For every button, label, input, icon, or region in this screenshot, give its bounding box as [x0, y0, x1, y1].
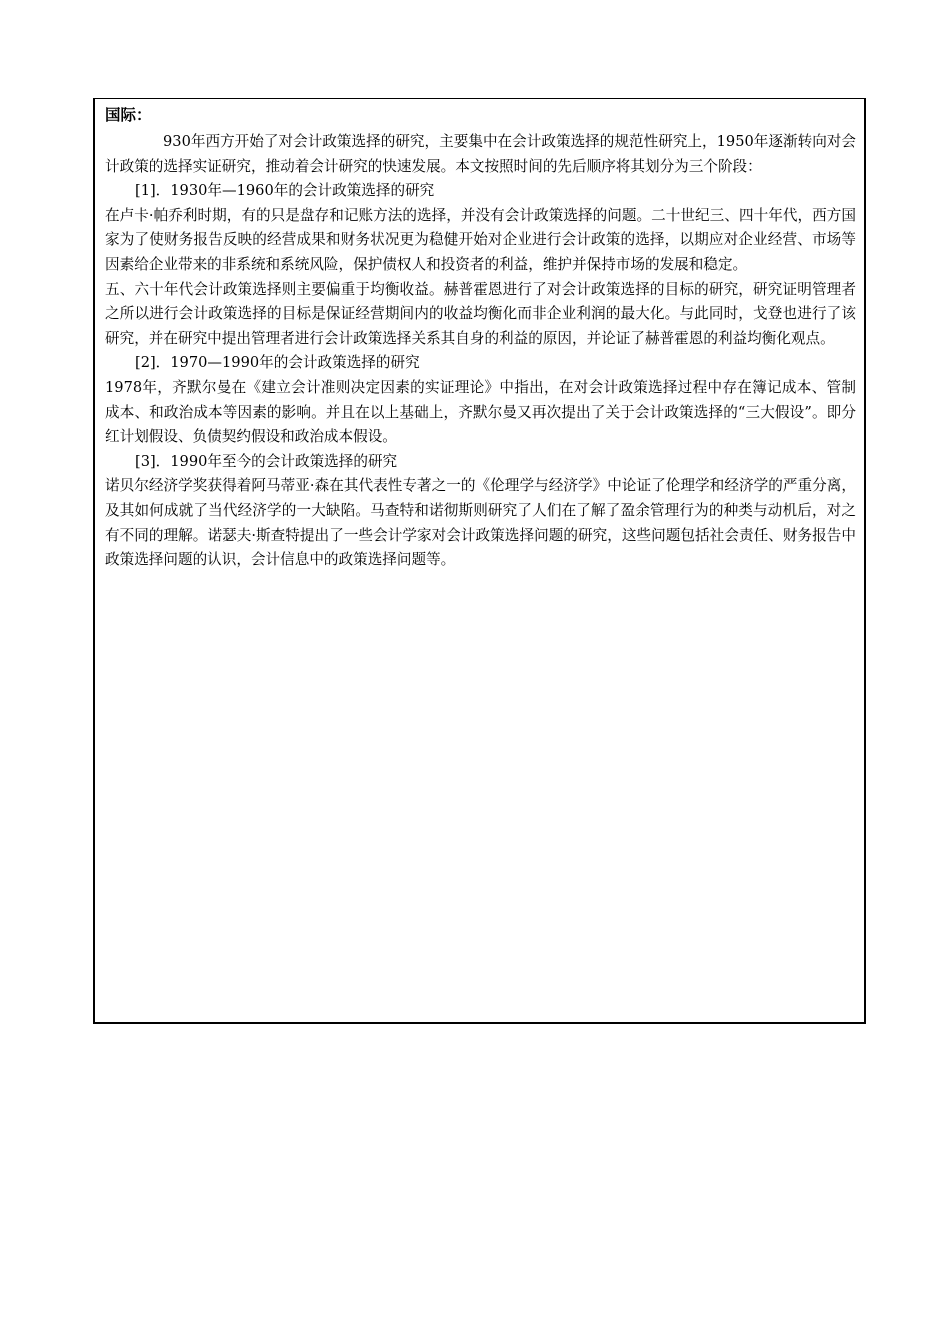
content-body: [105, 103, 856, 573]
subsection-title-3: [3]．1990年至今的会计政策选择的研究: [135, 452, 398, 470]
paragraph-1-2: 五、六十年代会计政策选择则主要偏重于均衡收益。赫普霍恩进行了对会计政策选择的目标的研究，研究证明管理者之所以进行会计政策选择的目标是保证经营期间内的收益均衡化而非企业利润的最大化。与此同时，戈登也进行了该研究，并在研究中提出管理者进行会计政策选择关系其自身的利益的原因，并论证了赫普霍恩的利益均衡化观点。: [105, 280, 856, 347]
paragraph-1-1: 在卢卡·帕乔利时期，有的只是盘存和记账方法的选择，并没有会计政策选择的问题。二十世纪三、四十年代，西方国家为了使财务报告反映的经营成果和财务状况更为稳健开始对企业进行会计政策的选择，以期应对企业经营、市场等因素给企业带来的非系统和系统风险，保护债权人和投资者的利益，维护并保持市场的发展和稳定。: [105, 206, 856, 273]
intro-paragraph: 930年西方开始了对会计政策选择的研究，主要集中在会计政策选择的规范性研究上，1950年逐渐转向对会计政策的选择实证研究，推动着会计研究的快速发展。本文按照时间的先后顺序将其划分为三个阶段：: [105, 133, 856, 175]
paragraph-3-1: 诺贝尔经济学奖获得着阿马蒂亚·森在其代表性专著之一的《伦理学与经济学》中论证了伦理学和经济学的严重分离，及其如何成就了当代经济学的一大缺陷。马查特和诺彻斯则研究了人们在了解了盈余管理行为的种类与动机后，对之有不同的理解。诺瑟夫·斯查特提出了一些会计学家对会计政策选择问题的研究，这些问题包括社会责任、财务报告中政策选择问题的认识，会计信息中的政策选择问题等。: [105, 477, 856, 569]
section-heading: 国际：: [105, 106, 152, 124]
subsection-title-2: [2]．1970—1990年的会计政策选择的研究: [135, 354, 420, 372]
subsection-title-1: [1]．1930年—1960年的会计政策选择的研究: [135, 182, 435, 200]
content-frame: [93, 98, 866, 1024]
paragraph-2-1: 1978年，齐默尔曼在《建立会计准则决定因素的实证理论》中指出，在对会计政策选择过程中存在簿记成本、管制成本、和政治成本等因素的影响。并且在以上基础上，齐默尔曼又再次提出了关于会计政策选择的“三大假设”。即分红计划假设、负债契约假设和政治成本假设。: [105, 378, 856, 446]
